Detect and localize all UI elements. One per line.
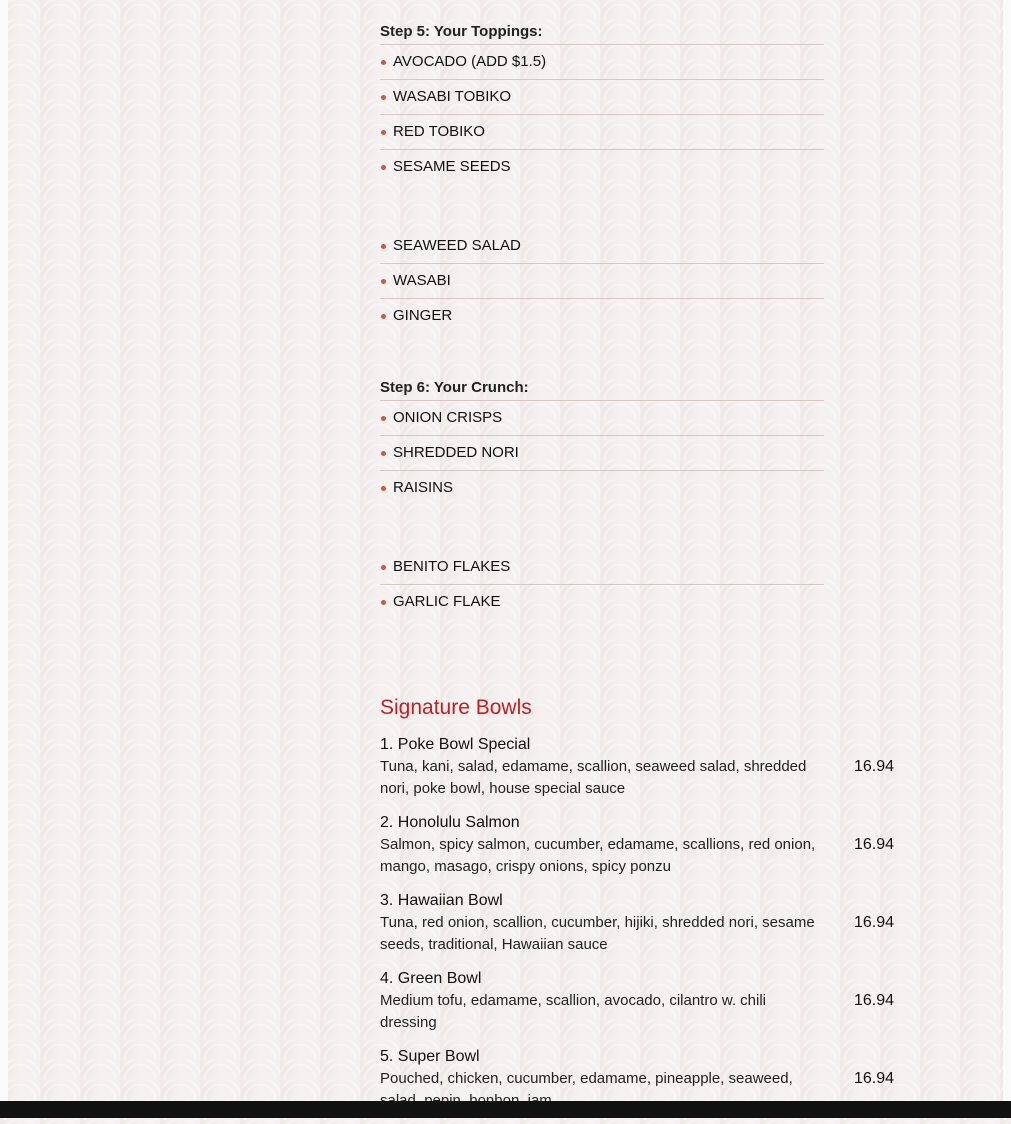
signature-bowls-title: Signature Bowls bbox=[380, 696, 532, 719]
menu-item[interactable] bbox=[380, 734, 900, 812]
crunch-option[interactable]: ONION CRISPS bbox=[380, 401, 824, 436]
menu-item-description: Medium tofu, edamame, scallion, avocado, cilantro w. chili dressing bbox=[380, 992, 767, 1031]
topping-option[interactable]: AVOCADO (ADD $1.5) bbox=[380, 45, 824, 80]
topping-option[interactable]: SEAWEED SALAD bbox=[380, 229, 824, 264]
step6-crunch-list bbox=[380, 401, 824, 505]
bottom-bar bbox=[0, 1101, 1011, 1118]
menu-item-price: 16.94 bbox=[854, 1070, 895, 1087]
menu-item-price: 16.94 bbox=[854, 992, 895, 1009]
step5-extras-list bbox=[380, 229, 824, 333]
topping-option[interactable]: SESAME SEEDS bbox=[380, 150, 824, 184]
topping-option[interactable]: WASABI bbox=[380, 264, 824, 299]
step5-toppings-list bbox=[380, 45, 824, 184]
page-edge-right bbox=[1003, 0, 1011, 1118]
page-edge-left bbox=[0, 0, 8, 1118]
menu-item-price: 16.94 bbox=[854, 836, 895, 853]
menu-item-description: Pouched, chicken, cucumber, edamame, pineapple, seaweed, bbox=[380, 1070, 793, 1087]
topping-option[interactable]: GINGER bbox=[380, 299, 824, 333]
menu-item-description: Tuna, kani, salad, edamame, scallion, seaweed salad, shredded nori, poke bowl, house special sauce bbox=[380, 758, 807, 797]
menu-item-name: 4. Green Bowl bbox=[380, 970, 482, 987]
step6-extras-list bbox=[380, 550, 824, 619]
menu-item-name: 2. Honolulu Salmon bbox=[380, 814, 520, 831]
menu-item-name: 1. Poke Bowl Special bbox=[380, 736, 531, 753]
step5-title: Step 5: Your Toppings: bbox=[380, 23, 543, 40]
menu-item[interactable] bbox=[380, 890, 900, 968]
crunch-option[interactable]: BENITO FLAKES bbox=[380, 550, 824, 585]
menu-item-description: Salmon, spicy salmon, cucumber, edamame, scallions, red onion, mango, masago, crispy onions, spicy ponzu bbox=[380, 836, 816, 875]
menu-item-name: 3. Hawaiian Bowl bbox=[380, 892, 503, 909]
crunch-option[interactable]: RAISINS bbox=[380, 471, 824, 505]
crunch-option[interactable]: GARLIC FLAKE bbox=[380, 585, 824, 619]
menu-item-name: 5. Super Bowl bbox=[380, 1048, 480, 1065]
topping-option[interactable]: WASABI TOBIKO bbox=[380, 80, 824, 115]
menu-item-price: 16.94 bbox=[854, 914, 895, 931]
step6-title: Step 6: Your Crunch: bbox=[380, 379, 529, 396]
menu-item[interactable] bbox=[380, 968, 900, 1046]
menu-item-description: Tuna, red onion, scallion, cucumber, hijiki, shredded nori, sesame seeds, traditional, Hawaiian sauce bbox=[380, 914, 815, 953]
menu-item-price: 16.94 bbox=[854, 758, 895, 775]
crunch-option[interactable]: SHREDDED NORI bbox=[380, 436, 824, 471]
topping-option[interactable]: RED TOBIKO bbox=[380, 115, 824, 150]
menu-item[interactable] bbox=[380, 812, 900, 890]
